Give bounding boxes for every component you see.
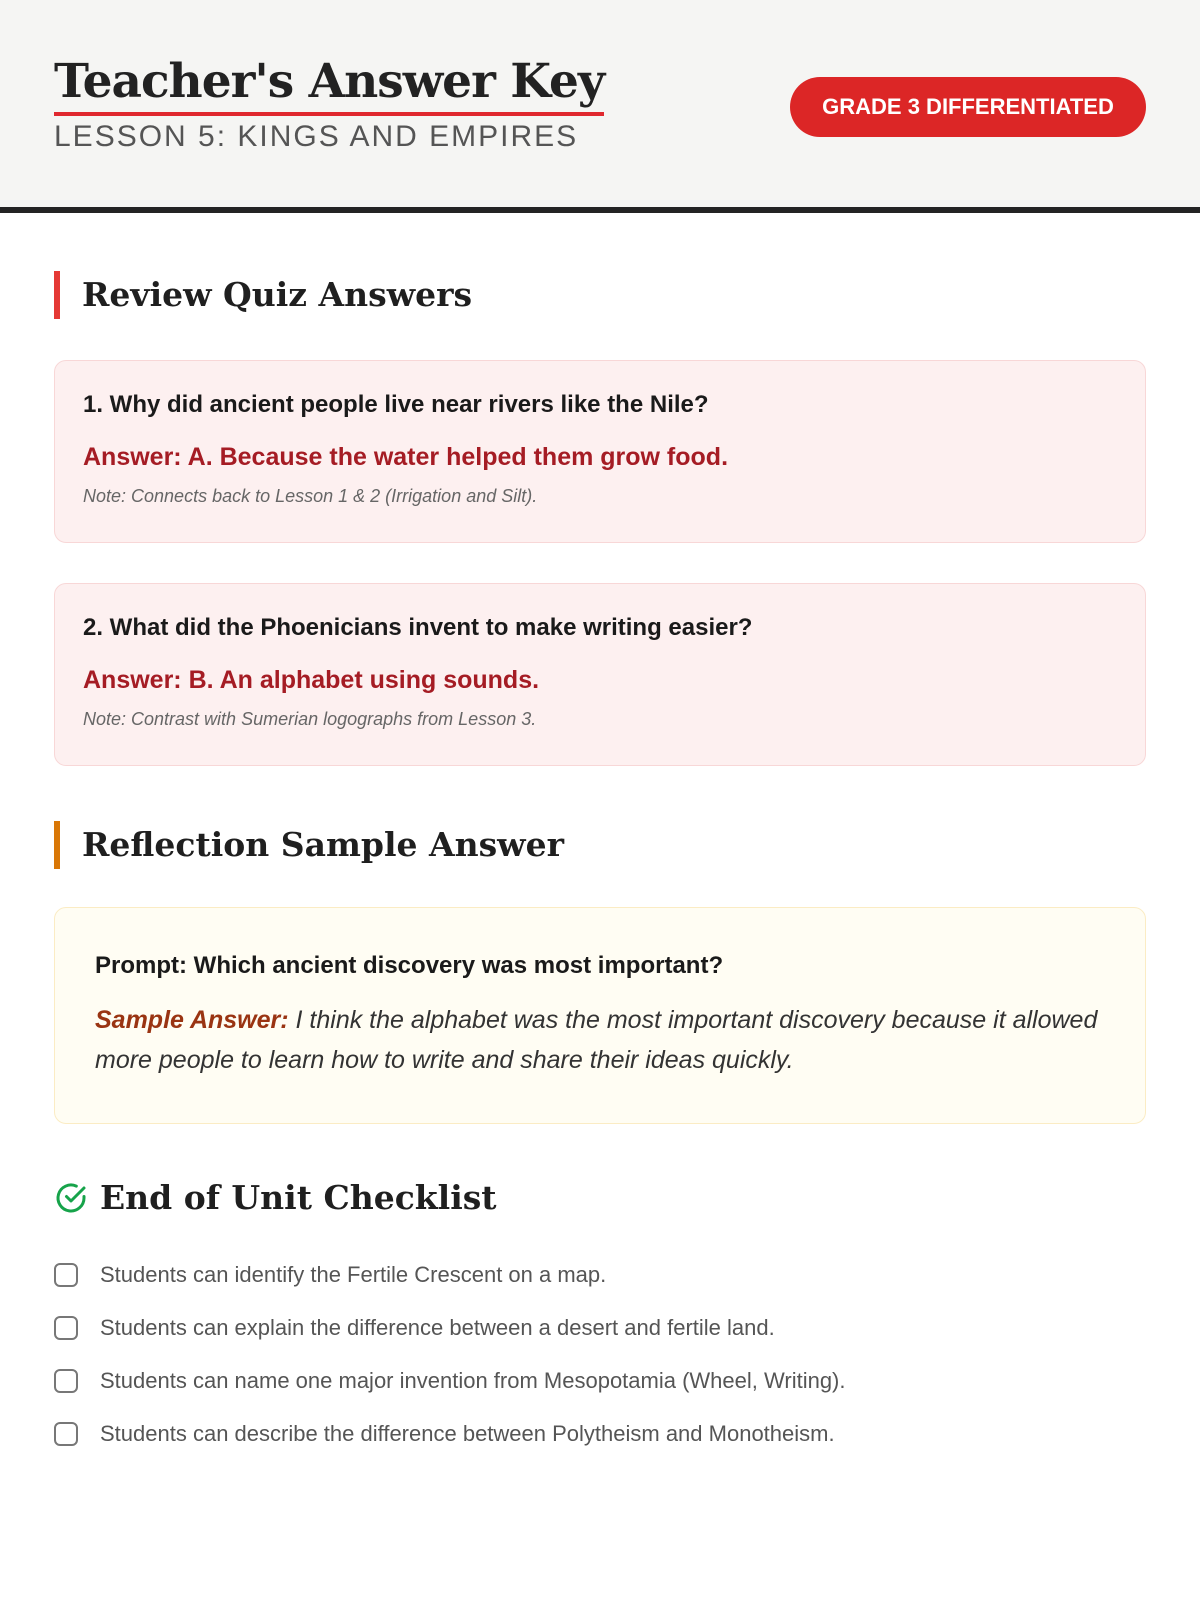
checklist-item bbox=[54, 1301, 1146, 1354]
section-accent-bar bbox=[54, 821, 60, 869]
reflection-card bbox=[54, 907, 1146, 1124]
checklist-item-label: Students can name one major invention from Mesopotamia (Wheel, Writing). bbox=[100, 1367, 846, 1393]
grade-badge: GRADE 3 DIFFERENTIATED bbox=[790, 77, 1146, 137]
quiz-section-heading bbox=[54, 271, 472, 319]
page-title: Teacher's Answer Key bbox=[54, 52, 604, 116]
checklist-heading-text: End of Unit Checklist bbox=[100, 1178, 497, 1217]
page-header bbox=[0, 0, 1200, 213]
sample-answer-label: Sample Answer: bbox=[95, 1006, 289, 1034]
quiz-answer-card bbox=[54, 583, 1146, 766]
quiz-answer-card bbox=[54, 360, 1146, 543]
sample-answer-text: I think the alphabet was the most important discovery because it allowed more people to learn how to write and share their ideas quickly. bbox=[95, 1006, 1098, 1074]
checkbox[interactable] bbox=[54, 1263, 78, 1287]
question-text: 1. Why did ancient people live near rivers like the Nile? bbox=[83, 391, 709, 418]
quiz-heading-text: Review Quiz Answers bbox=[82, 275, 473, 314]
checklist-item bbox=[54, 1248, 1146, 1301]
checkbox[interactable] bbox=[54, 1316, 78, 1340]
section-accent-bar bbox=[54, 271, 60, 319]
checklist-heading bbox=[54, 1178, 497, 1217]
reflection-prompt: Prompt: Which ancient discovery was most important? bbox=[95, 952, 724, 979]
checklist-item-label: Students can explain the difference between a desert and fertile land. bbox=[100, 1314, 775, 1340]
answer-text: Answer: A. Because the water helped them grow food. bbox=[83, 443, 729, 471]
checklist-item-label: Students can identify the Fertile Crescent on a map. bbox=[100, 1261, 607, 1287]
checklist-item-label: Students can describe the difference between Polytheism and Monotheism. bbox=[100, 1420, 835, 1446]
lesson-subtitle: LESSON 5: KINGS AND EMPIRES bbox=[54, 120, 579, 153]
note-text: Note: Contrast with Sumerian logographs from Lesson 3. bbox=[83, 709, 537, 729]
reflection-section-heading bbox=[54, 821, 564, 869]
sample-answer bbox=[95, 1000, 1105, 1080]
checklist bbox=[54, 1248, 1146, 1460]
checkbox[interactable] bbox=[54, 1369, 78, 1393]
checkbox[interactable] bbox=[54, 1422, 78, 1446]
note-text: Note: Connects back to Lesson 1 & 2 (Irrigation and Silt). bbox=[83, 486, 538, 506]
reflection-heading-text: Reflection Sample Answer bbox=[82, 825, 564, 864]
checklist-item bbox=[54, 1354, 1146, 1407]
checklist-item bbox=[54, 1407, 1146, 1460]
check-circle-icon bbox=[54, 1181, 88, 1215]
question-text: 2. What did the Phoenicians invent to make writing easier? bbox=[83, 614, 753, 641]
answer-text: Answer: B. An alphabet using sounds. bbox=[83, 666, 540, 694]
